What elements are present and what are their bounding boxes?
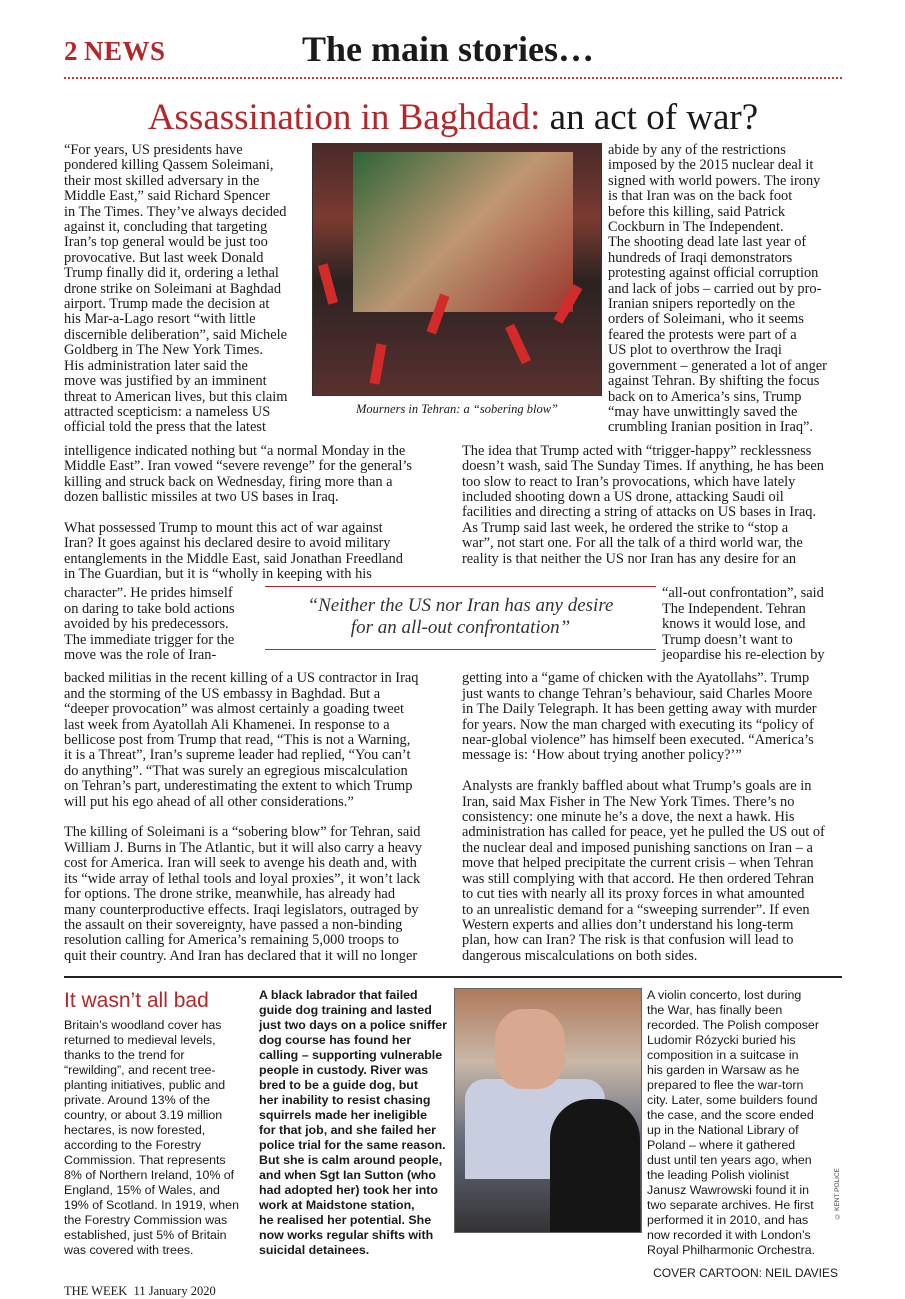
photo-block: [312, 143, 604, 417]
page-body: [64, 143, 854, 1299]
pull-quote: “Neither the US nor Iran has any desire for an all-out confrontation”: [265, 586, 656, 650]
article-top-row: [64, 143, 854, 436]
article-headline: [64, 96, 842, 140]
section-divider: [64, 976, 842, 978]
headline-black: an act of war?: [549, 97, 759, 138]
photo-credit: © KENT POLICE: [834, 1168, 841, 1220]
woodland-column: [64, 988, 254, 1258]
mourners-photo: [312, 143, 602, 396]
dotted-divider: [64, 77, 842, 79]
article-text-c: character”. He prides himself on daring to take bold actions avoided by his predecessors. The immediate trigger for the move was the role of Iran-: [64, 585, 235, 663]
cover-credit: COVER CARTOON: NEIL DAVIES: [653, 1266, 838, 1281]
article-text-d: backed militias in the recent killing of a US contractor in Iraq and the storming of the US embassy in Baghdad. But a “deeper provocation” was almost certainly a goading tweet last week from Ayatollah Ali Khamenei. In response to a bellicose post from Trump that read, “This is not a Warning, it is a Threat”, Iran’s supreme leader had replied, “You can’t do anything”. “That was surely an egregious miscalculation on Tehran’s part, underestimating the extent to which Trump will put his ego ahead of all other considerations.” The killing of Soleimani is a “sobering blow” for Tehran, said William J. Burns in The Atlantic, but it will also carry a heavy cost for America. Iran will seek to avenge his death and, with its “wide array of lethal tools and loyal proxies”, it won’t lack for options. The drone strike, meanwhile, has already had many counterproductive effects. Iraqi legislators, outraged by the assault on their sovereignty, have passed a non-binding resolution calling for America’s remaining 5,000 troops to quit their country. And Iran has declared that it will no longer: [64, 670, 423, 964]
good-news-title: It wasn’t all bad: [64, 989, 209, 1013]
labrador-story: A black labrador that failed guide dog training and lasted just two days on a police sniffer dog course has found her calling – supporting vulnerable people in custody. River was bred to be a guide dog, but her inability to resist chasing squirrels made her ineligible for that job, and she failed her police trial for the same reason. But she is calm around people, and when Sgt Ian Sutton (who had adopted her) took her into work at Maidstone station, he realised her potential. She now works regular shifts with suicidal detainees.: [259, 988, 447, 1258]
publication-footer: THE WEEK 11 January 2020: [64, 1284, 216, 1299]
photo-caption: Mourners in Tehran: a “sobering blow”: [356, 402, 558, 416]
officer-head: [495, 1009, 565, 1089]
section-label: [64, 36, 166, 67]
labrador-dog: [550, 1099, 640, 1233]
article-bottom-row: [64, 671, 854, 964]
article-text-b: intelligence indicated nothing but “a normal Monday in the Middle East”. Iran vowed “severe revenge” for the general’s killing and struck back on Wednesday, firing more than a dozen ballistic missiles at two US bases in Iraq. What possessed Trump to mount this act of war against Iran? It goes against his declared desire to avoid military entanglements in the Middle East, said Jonathan Freedland in The Guardian, but it is “wholly in keeping with his: [64, 442, 413, 582]
article-text-e: abide by any of the restrictions imposed by the 2015 nuclear deal it signed with world powers. The irony is that Iran was on the back foot before this killing, said Patrick Cockburn in The Independent. The shooting dead late last year of hundreds of Iraqi demonstrators protesting against official corruption and lack of jobs – carried out by pro- Iranian snipers reportedly on the orders of Soleimani, who it seems feared the protests were part of a US plot to overthrow the Iraqi government – generated a lot of anger against Tehran. By shifting the focus back on to America’s sins, Trump “may have unwittingly saved the crumbling Iranian position in Iraq”.: [608, 142, 827, 436]
page-title: The main stories…: [302, 29, 594, 69]
pull-quote-row: [64, 586, 854, 663]
headline-red: Assassination in Baghdad:: [147, 97, 541, 138]
violin-story: A violin concerto, lost during the War, has finally been recorded. The Polish composer Ludomir Rózycki buried his composition in a suitcase in his garden in Warsaw as he prepared to flee the war-torn city. Later, some builders found the case, and the score ended up in the National Library of Poland – where it gathered dust until ten years ago, when the leading Polish violinist Janusz Wawrowski found it in two separate archives. He first performed it in 2010, and has now recorded it with London’s Royal Philharmonic Orchestra.: [647, 988, 819, 1258]
flag: [318, 263, 338, 304]
woodland-story: Britain’s woodland cover has returned to medieval levels, thanks to the trend for “rewilding”, and recent tree- planting initiatives, public and private. Around 13% of the country, or about 3.19 million hectares, is now forested, according to the Forestry Commission. That represents 8% of Northern Ireland, 10% of England, 15% of Wales, and 19% of Scotland. In 1919, when the Forestry Commission was established, just 5% of Britain was covered with trees.: [64, 1018, 239, 1258]
good-news-section: [64, 988, 854, 1258]
flag: [505, 324, 531, 364]
police-dog-photo: [454, 988, 642, 1233]
article-second-row: [64, 444, 854, 583]
page-number: 2: [64, 36, 78, 66]
article-text-f: The idea that Trump acted with “trigger-happy” recklessness doesn’t wash, said The Sunday Times. If anything, he has been too slow to react to Iran’s provocations, which have lately included shooting down a US drone, attacking Saudi oil facilities and directing a string of attacks on US bases in Iraq. As Trump said last week, he ordered the strike to “stop a war”, not start one. For all the talk of a third world war, the reality is that neither the US nor Iran has any desire for an: [462, 442, 824, 567]
flag: [370, 343, 387, 384]
poster-image: [353, 152, 573, 312]
section-name: NEWS: [84, 36, 166, 66]
article-text-g: “all-out confrontation”, said The Independent. Tehran knows it would lose, and Trump doesn’t want to jeopardise his re-election by: [662, 585, 825, 663]
article-text-h: getting into a “game of chicken with the Ayatollahs”. Trump just wants to change Tehran’s behaviour, said Charles Moore in The Daily Telegraph. It has been getting away with murder for years. Now the man charged with executing its “policy of near-global violence” has himself been executed. “America’s message is: ‘How about trying another policy?’” Analysts are frankly baffled about what Trump’s goals are in Iran, said Max Fisher in The New York Times. There’s no consistency: one minute he’s a dove, the next a hawk. His administration has called for peace, yet he pulled the US out of the nuclear deal and imposed punishing sanctions on Iran – a move that helped precipitate the current crisis – when Tehran was still complying with that accord. He then ordered Tehran to cut ties with nearly all its proxy forces in what amounted to an unrealistic demand for a “sweeping surrender”. If even Western experts and allies don’t understand his long-term plan, how can Iran? The risk is that confusion will lead to dangerous miscalculations on both sides.: [462, 670, 825, 964]
article-text-a: “For years, US presidents have pondered killing Qassem Soleimani, their most skilled adversary in the Middle East,” said Richard Spencer in The Times. They’ve always decided against it, concluding that targeting Iran’s top general would be just too provocative. But last week Donald Trump finally did it, ordering a lethal drone strike on Soleimani at Baghdad airport. Trump made the decision at his Mar-a-Lago resort “with little discernible deliberation”, said Michele Goldberg in The New York Times. His administration later said the move was justified by an imminent threat to American lives, but this claim attracted scepticism: a nameless US official told the press that the latest: [64, 142, 288, 436]
